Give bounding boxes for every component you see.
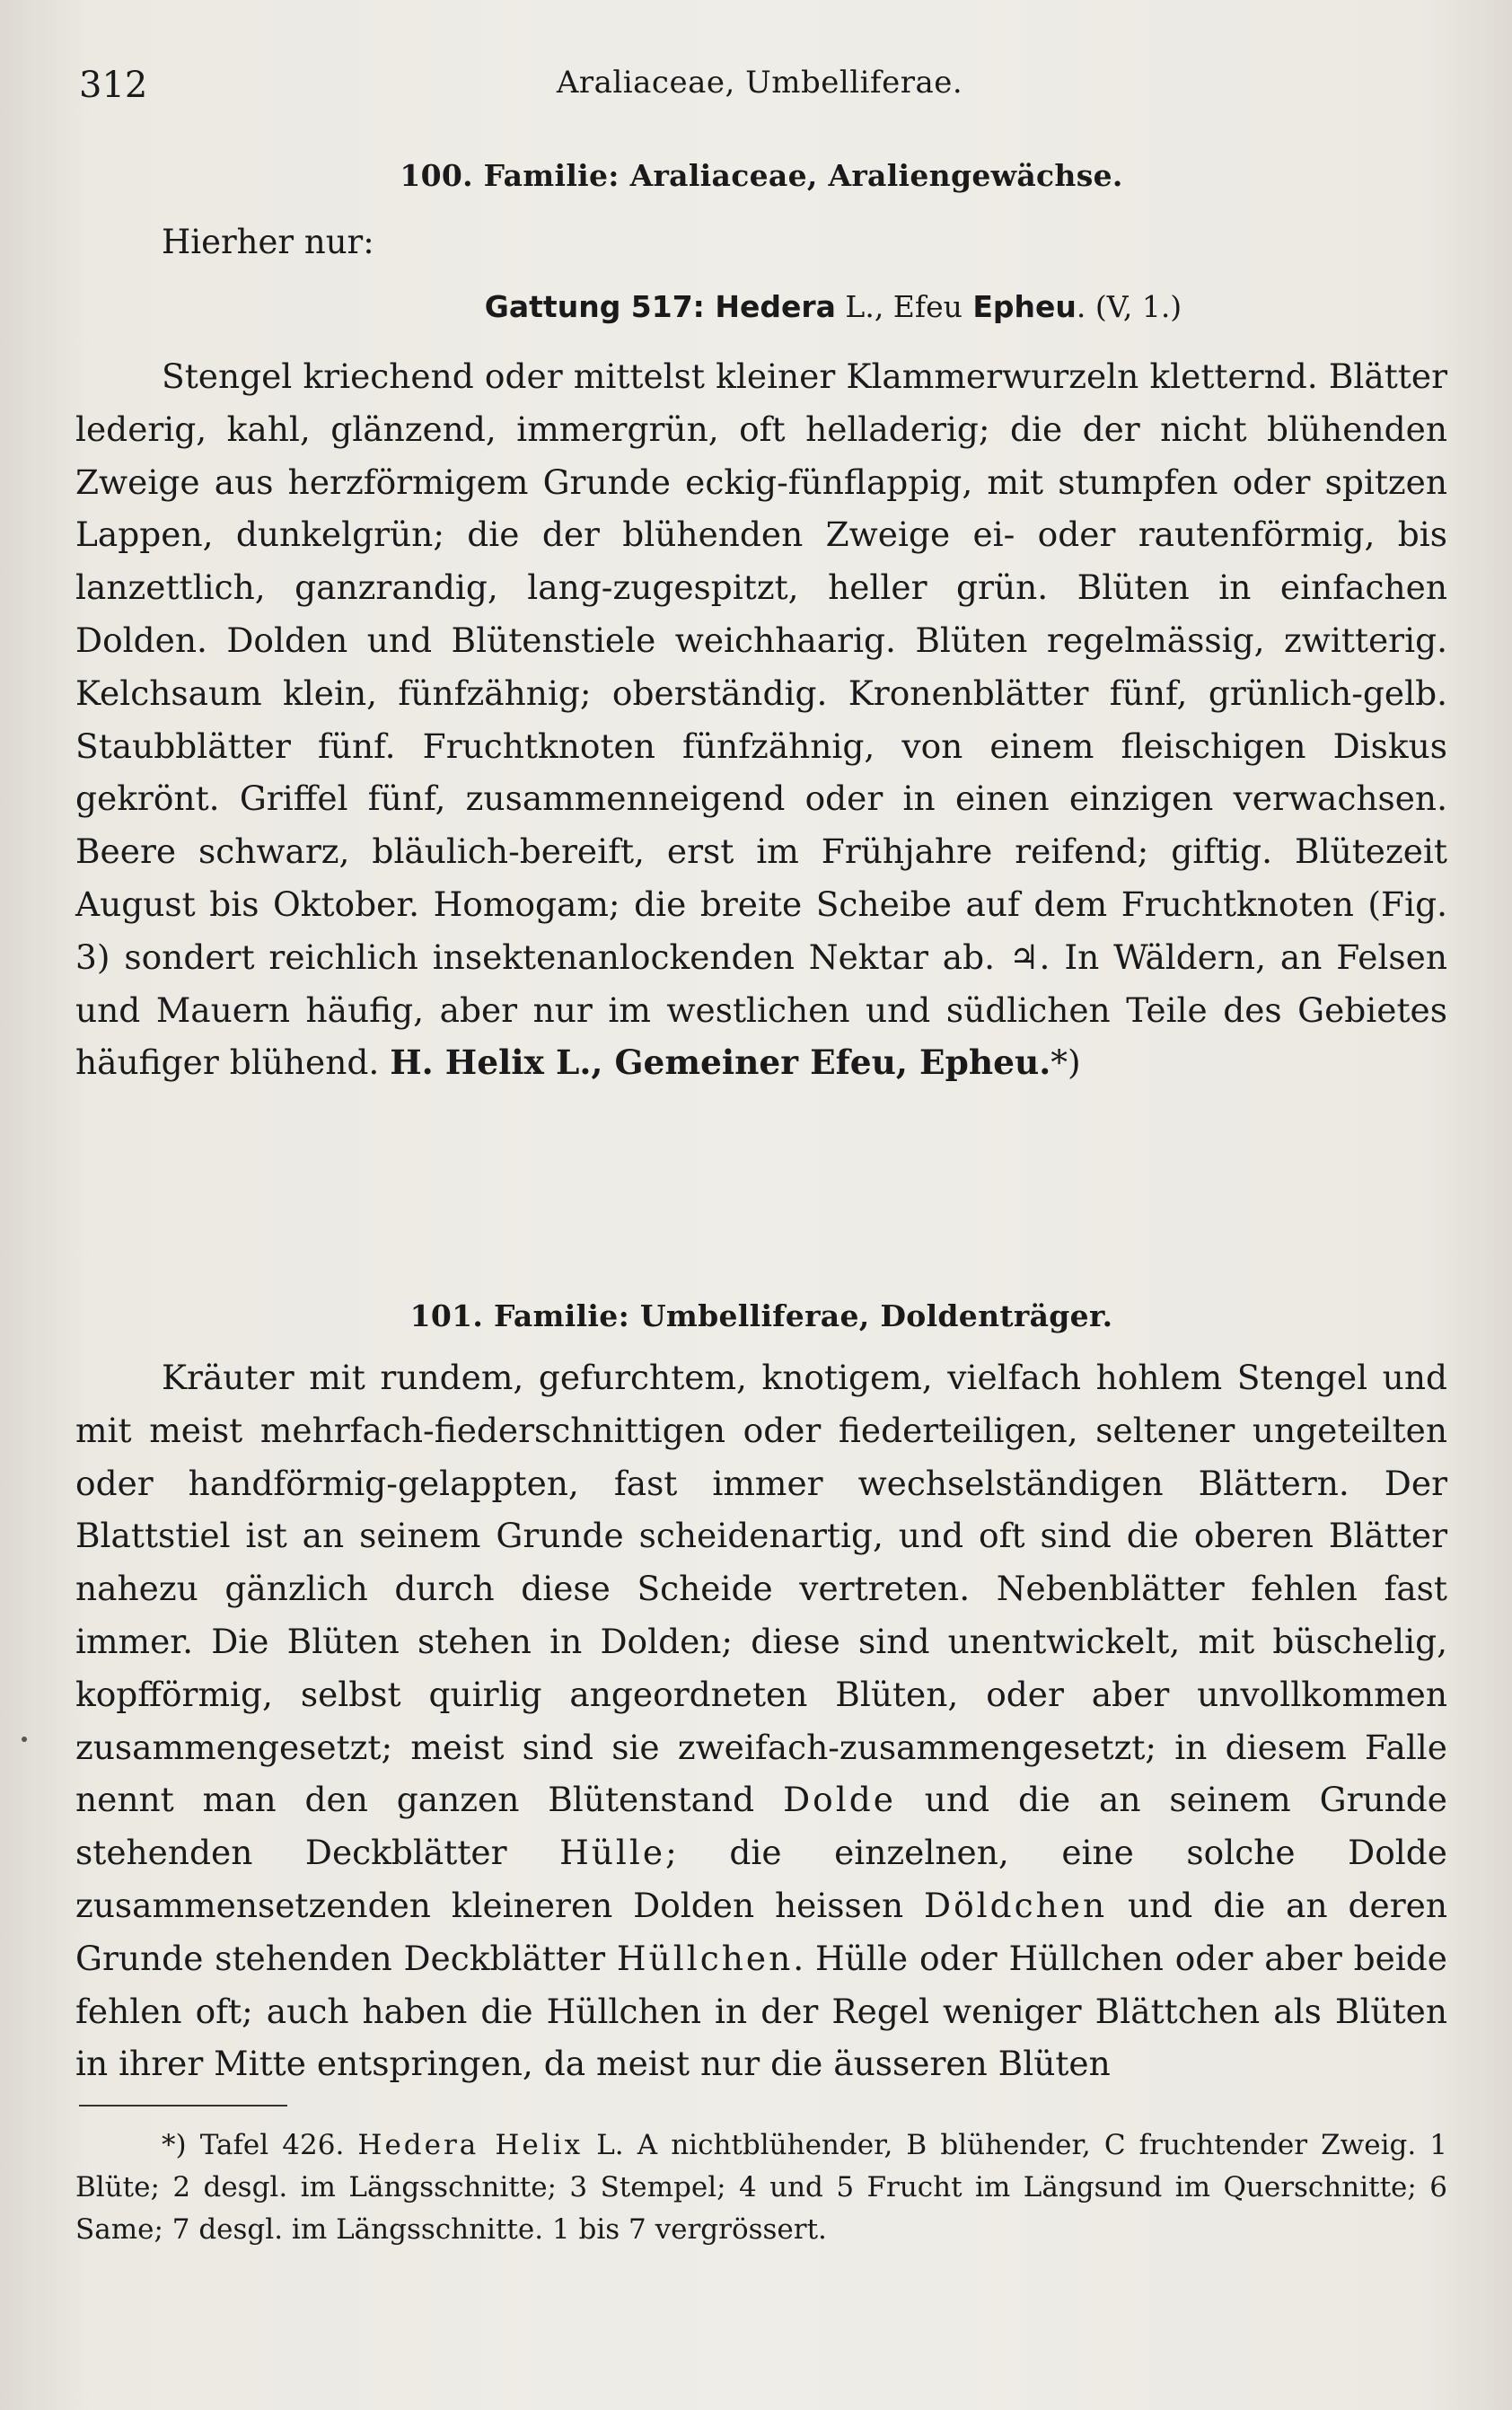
footnote-text-2: L. A nichtblühender, B blühender, C fruchtender Zweig. 1 Blüte; 2 desgl. im Längsschnitte; 3 Stempel; 4 und 5 Frucht im Längsund im Querschnitte; 6 Same; 7 desgl. im Längsschnitte. 1 bis 7 vergrössert.	[75, 2129, 1448, 2246]
term-doeldchen: Döldchen	[924, 1885, 1108, 1925]
footnote-reference: *)	[1050, 1042, 1081, 1083]
running-title: Araliaceae, Umbelliferae.	[556, 65, 963, 101]
genus-line	[75, 289, 1447, 324]
hedera-description-text: Stengel kriechend oder mittelst kleiner Klammerwurzeln kletternd. Blätter lederig, kahl, glänzend, immergrün, oft helladerig; die der nicht blühenden Zweige aus herzförmigem Grunde eckig-fünflappig, mit stumpfen oder spitzen Lappen, dunkelgrün; die der blühenden Zweige ei- oder rautenförmig, bis lanzettlich, ganzrandig, lang-zugespitzt, heller grün. Blüten in einfachen Dolden. Dolden und Blütenstiele weichhaarig. Blüten regelmässig, zwitterig. Kelchsaum klein, fünfzähnig; oberständig. Kronenblätter fünf, grünlich-gelb. Staubblätter fünf. Fruchtknoten fünfzähnig, von einem fleischigen Diskus gekrönt. Griffel fünf, zusammenneigend oder in einen einzigen verwachsen. Beere schwarz, bläulich-bereift, erst im Frühjahre reifend; giftig. Blütezeit August bis Oktober. Homogam; die breite Scheibe auf dem Fruchtknoten (Fig. 3) sondert reichlich insektenanlockenden Nektar ab. ♃. In Wäldern, an Felsen und Mauern häufig, aber nur im westlichen und südlichen Teile des Gebietes häufiger blühend.	[75, 356, 1447, 1083]
term-huelle: Hülle	[559, 1833, 666, 1873]
family-heading-araliaceae: 100. Familie: Araliaceae, Araliengewächse.	[400, 158, 1123, 193]
footnote	[75, 2124, 1447, 2251]
umbelliferae-text-2: und die an seinem Grunde stehenden Deckblätter	[75, 1780, 1447, 1873]
term-dolde: Dolde	[783, 1780, 896, 1820]
footnote-species: Hedera Helix	[357, 2129, 584, 2161]
footnote-marker: *)	[162, 2129, 187, 2161]
term-huellchen: Hüllchen	[616, 1938, 794, 1978]
species-name: H. Helix L., Gemeiner Efeu, Epheu.	[390, 1042, 1051, 1083]
umbelliferae-text-1: Kräuter mit rundem, gefurchtem, knotigem, vielfach hohlem Stengel und mit meist mehrfach-fiederschnittigen oder fiederteiligen, seltener ungeteilten oder handförmig-gelappten, fast immer wechselständigen Blättern. Der Blattstiel ist an seinem Grunde scheidenartig, und oft sind die oberen Blätter nahezu gänzlich durch diese Scheide vertreten. Nebenblätter fehlen fast immer. Die Blüten stehen in Dolden; diese sind unentwickelt, mit büschelig, kopfförmig, selbst quirlig angeordneten Blüten, oder aber unvollkommen zusammengesetzt; meist sind sie zweifach-zusammengesetzt; in diesem Falle nennt man den ganzen Blütenstand	[75, 1358, 1447, 1820]
genus-name: Gattung 517: Hedera	[484, 289, 836, 324]
umbelliferae-description	[75, 1351, 1447, 2090]
page-header	[79, 65, 1440, 119]
umbelliferae-text-5: . Hülle oder Hüllchen oder aber beide fehlen oft; auch haben die Hüllchen in der Regel weniger Blättchen als Blüten in ihrer Mitte entspringen, da meist nur die äusseren Blüten	[75, 1938, 1447, 2084]
genus-classification: . (V, 1.)	[1076, 289, 1182, 324]
family-heading-umbelliferae: 101. Familie: Umbelliferae, Doldenträger.	[409, 1298, 1113, 1333]
intro-text: Hierher nur:	[162, 223, 374, 261]
umbelliferae-text-4: und die an deren Grunde stehenden Deckblätter	[75, 1885, 1447, 1978]
page-number: 312	[79, 65, 148, 106]
genus-author: L., Efeu	[835, 289, 963, 324]
genus-common-name: Epheu	[962, 289, 1077, 324]
footnote-divider	[79, 2105, 287, 2107]
hedera-description	[75, 350, 1447, 1089]
footnote-text-1: Tafel 426.	[186, 2129, 358, 2161]
umbelliferae-text-3: ; die einzelnen, eine solche Dolde zusammensetzenden kleineren Dolden heissen	[75, 1833, 1447, 1925]
margin-dot	[22, 1737, 27, 1742]
